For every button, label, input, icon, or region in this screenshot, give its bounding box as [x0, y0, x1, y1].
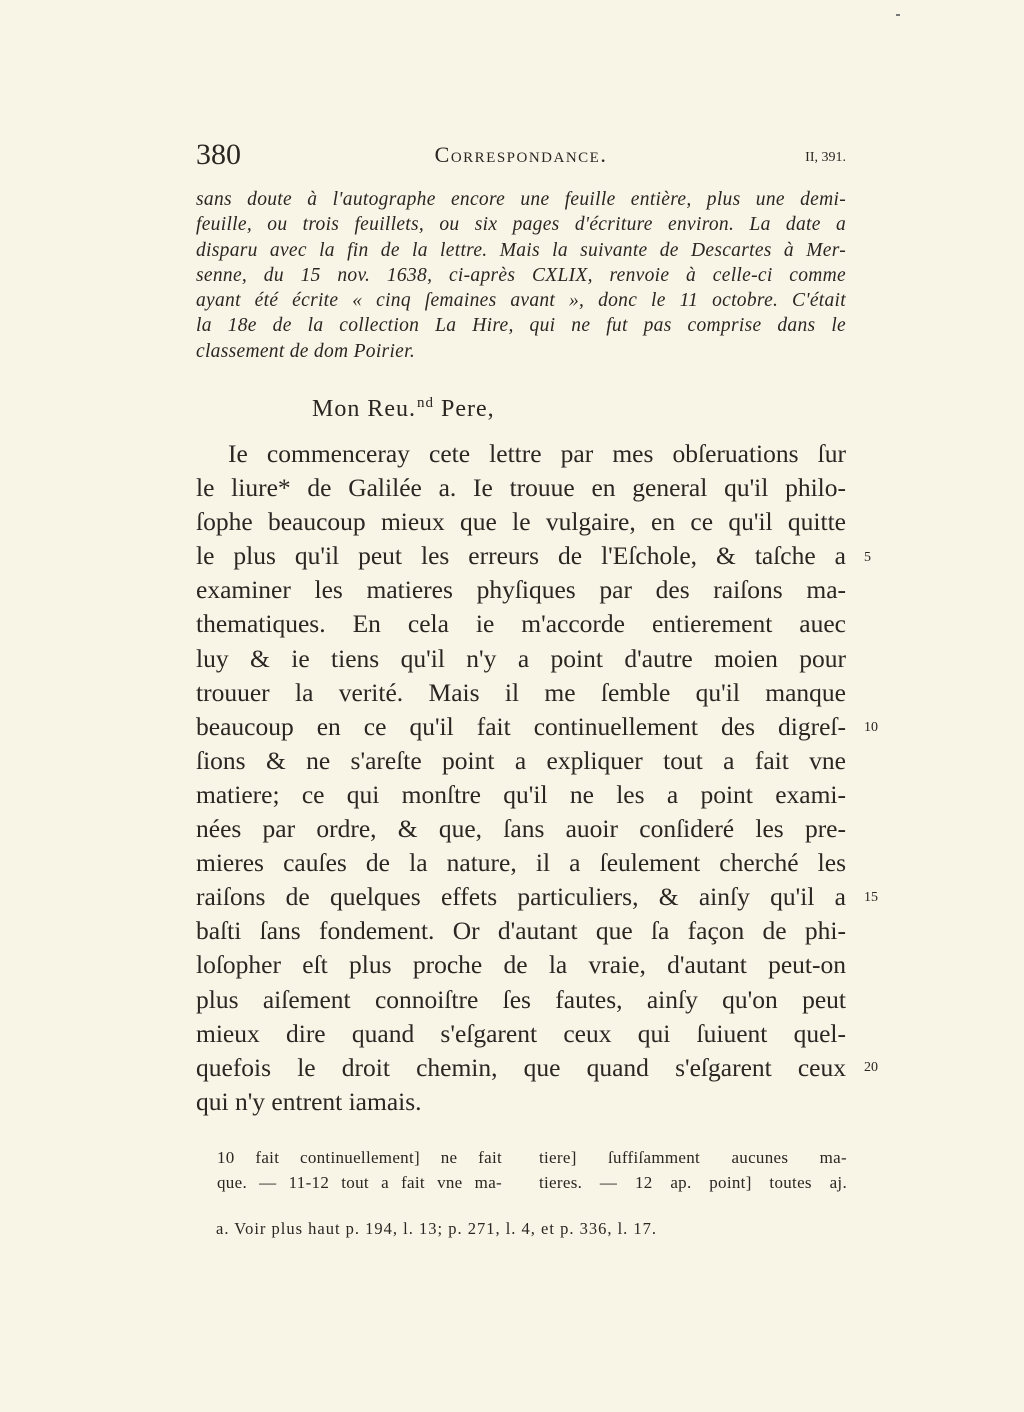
body-line: qui n'y entrent iamais.: [196, 1086, 422, 1116]
line-number-15: 15: [864, 890, 878, 905]
intro-line: disparu avec la fin de la lettre. Mais la suivante de Descartes à Mer-: [196, 239, 846, 261]
salutation-text: Mon Reu.: [312, 396, 416, 422]
variant-line: tiere] ſuffiſamment aucunes ma-: [539, 1148, 847, 1167]
running-head: [196, 138, 846, 178]
footnote: a. Voir plus haut p. 194, l. 13; p. 271, l. 4, et p. 336, l. 17.: [216, 1219, 658, 1238]
body-line: mieux dire quand s'eſgarent ceux qui ſuiuent quel-: [196, 1018, 846, 1048]
edge-mark: [896, 14, 900, 16]
body-line: matiere; ce qui monſtre qu'il ne les a point exami-: [196, 779, 846, 809]
line-number-5: 5: [864, 550, 871, 565]
running-title: Correspondance.: [434, 142, 608, 167]
body-line: ſions & ne s'areſte point a expliquer tout a fait vne: [196, 745, 846, 775]
volume-page-reference: II, 391.: [805, 150, 846, 165]
body-line: trouuer la verité. Mais il me ſemble qu'il manque: [196, 677, 846, 707]
body-line: plus aiſement connoiſtre ſes fautes, ainſy qu'on peut: [196, 984, 846, 1014]
body-line: raiſons de quelques effets particuliers, & ainſy qu'il a: [196, 882, 846, 912]
letter-body: [196, 437, 846, 1119]
intro-line: classement de dom Poirier.: [196, 340, 416, 362]
line-number-10: 10: [864, 720, 878, 735]
body-line: Ie commenceray cete lettre par mes obſeruations ſur: [228, 439, 846, 468]
variants-right-column: [539, 1145, 847, 1195]
salutation-superscript: nd: [417, 395, 434, 411]
intro-line: sans doute à l'autographe encore une feuille entière, plus une demi-: [196, 189, 846, 210]
variants-left-column: [217, 1145, 502, 1195]
body-line: luy & ie tiens qu'il n'y a point d'autre moien pour: [196, 643, 846, 673]
body-line: beaucoup en ce qu'il fait continuellement des digreſ-: [196, 711, 846, 741]
editorial-introduction: [196, 187, 846, 364]
variant-line: tieres. — 12 ap. point] toutes aj.: [539, 1173, 847, 1192]
intro-line: feuille, ou trois feuillets, ou six pages d'écriture environ. La date a: [196, 214, 846, 236]
body-line: thematiques. En cela ie m'accorde entierement auec: [196, 609, 846, 639]
body-line: nées par ordre, & que, ſans auoir conſideré les pre-: [196, 814, 846, 844]
body-line: le liure* de Galilée a. Ie trouue en general qu'il philo-: [196, 473, 846, 503]
page-number: 380: [196, 138, 241, 171]
body-line: mieres cauſes de la nature, il a ſeulement cherché les: [196, 848, 846, 878]
intro-line: ayant été écrite « cinq ſemaines avant », donc le 11 octobre. C'était: [196, 290, 846, 312]
salutation-tail: Pere,: [434, 396, 495, 422]
body-line: quefois le droit chemin, que quand s'eſgarent ceux: [196, 1052, 846, 1082]
intro-line: senne, du 15 nov. 1638, ci-après CXLIX, renvoie à celle-ci comme: [196, 264, 846, 286]
variant-line: 10 fait continuellement] ne fait: [217, 1148, 502, 1167]
body-line: ſophe beaucoup mieux que le vulgaire, en ce qu'il quitte: [196, 507, 846, 537]
body-line: le plus qu'il peut les erreurs de l'Eſchole, & taſche a: [196, 541, 846, 571]
body-line: baſti ſans fondement. Or d'autant que ſa façon de phi-: [196, 916, 846, 946]
salutation: [312, 395, 495, 423]
line-number-20: 20: [864, 1060, 878, 1075]
body-line: examiner les matieres phyſiques par des raiſons ma-: [196, 575, 846, 605]
intro-line: la 18e de la collection La Hire, qui ne fut pas comprise dans le: [196, 315, 846, 337]
variant-line: que. — 11-12 tout a fait vne ma-: [217, 1173, 502, 1192]
body-line: loſopher eſt plus proche de la vraie, d'autant peut-on: [196, 950, 846, 980]
